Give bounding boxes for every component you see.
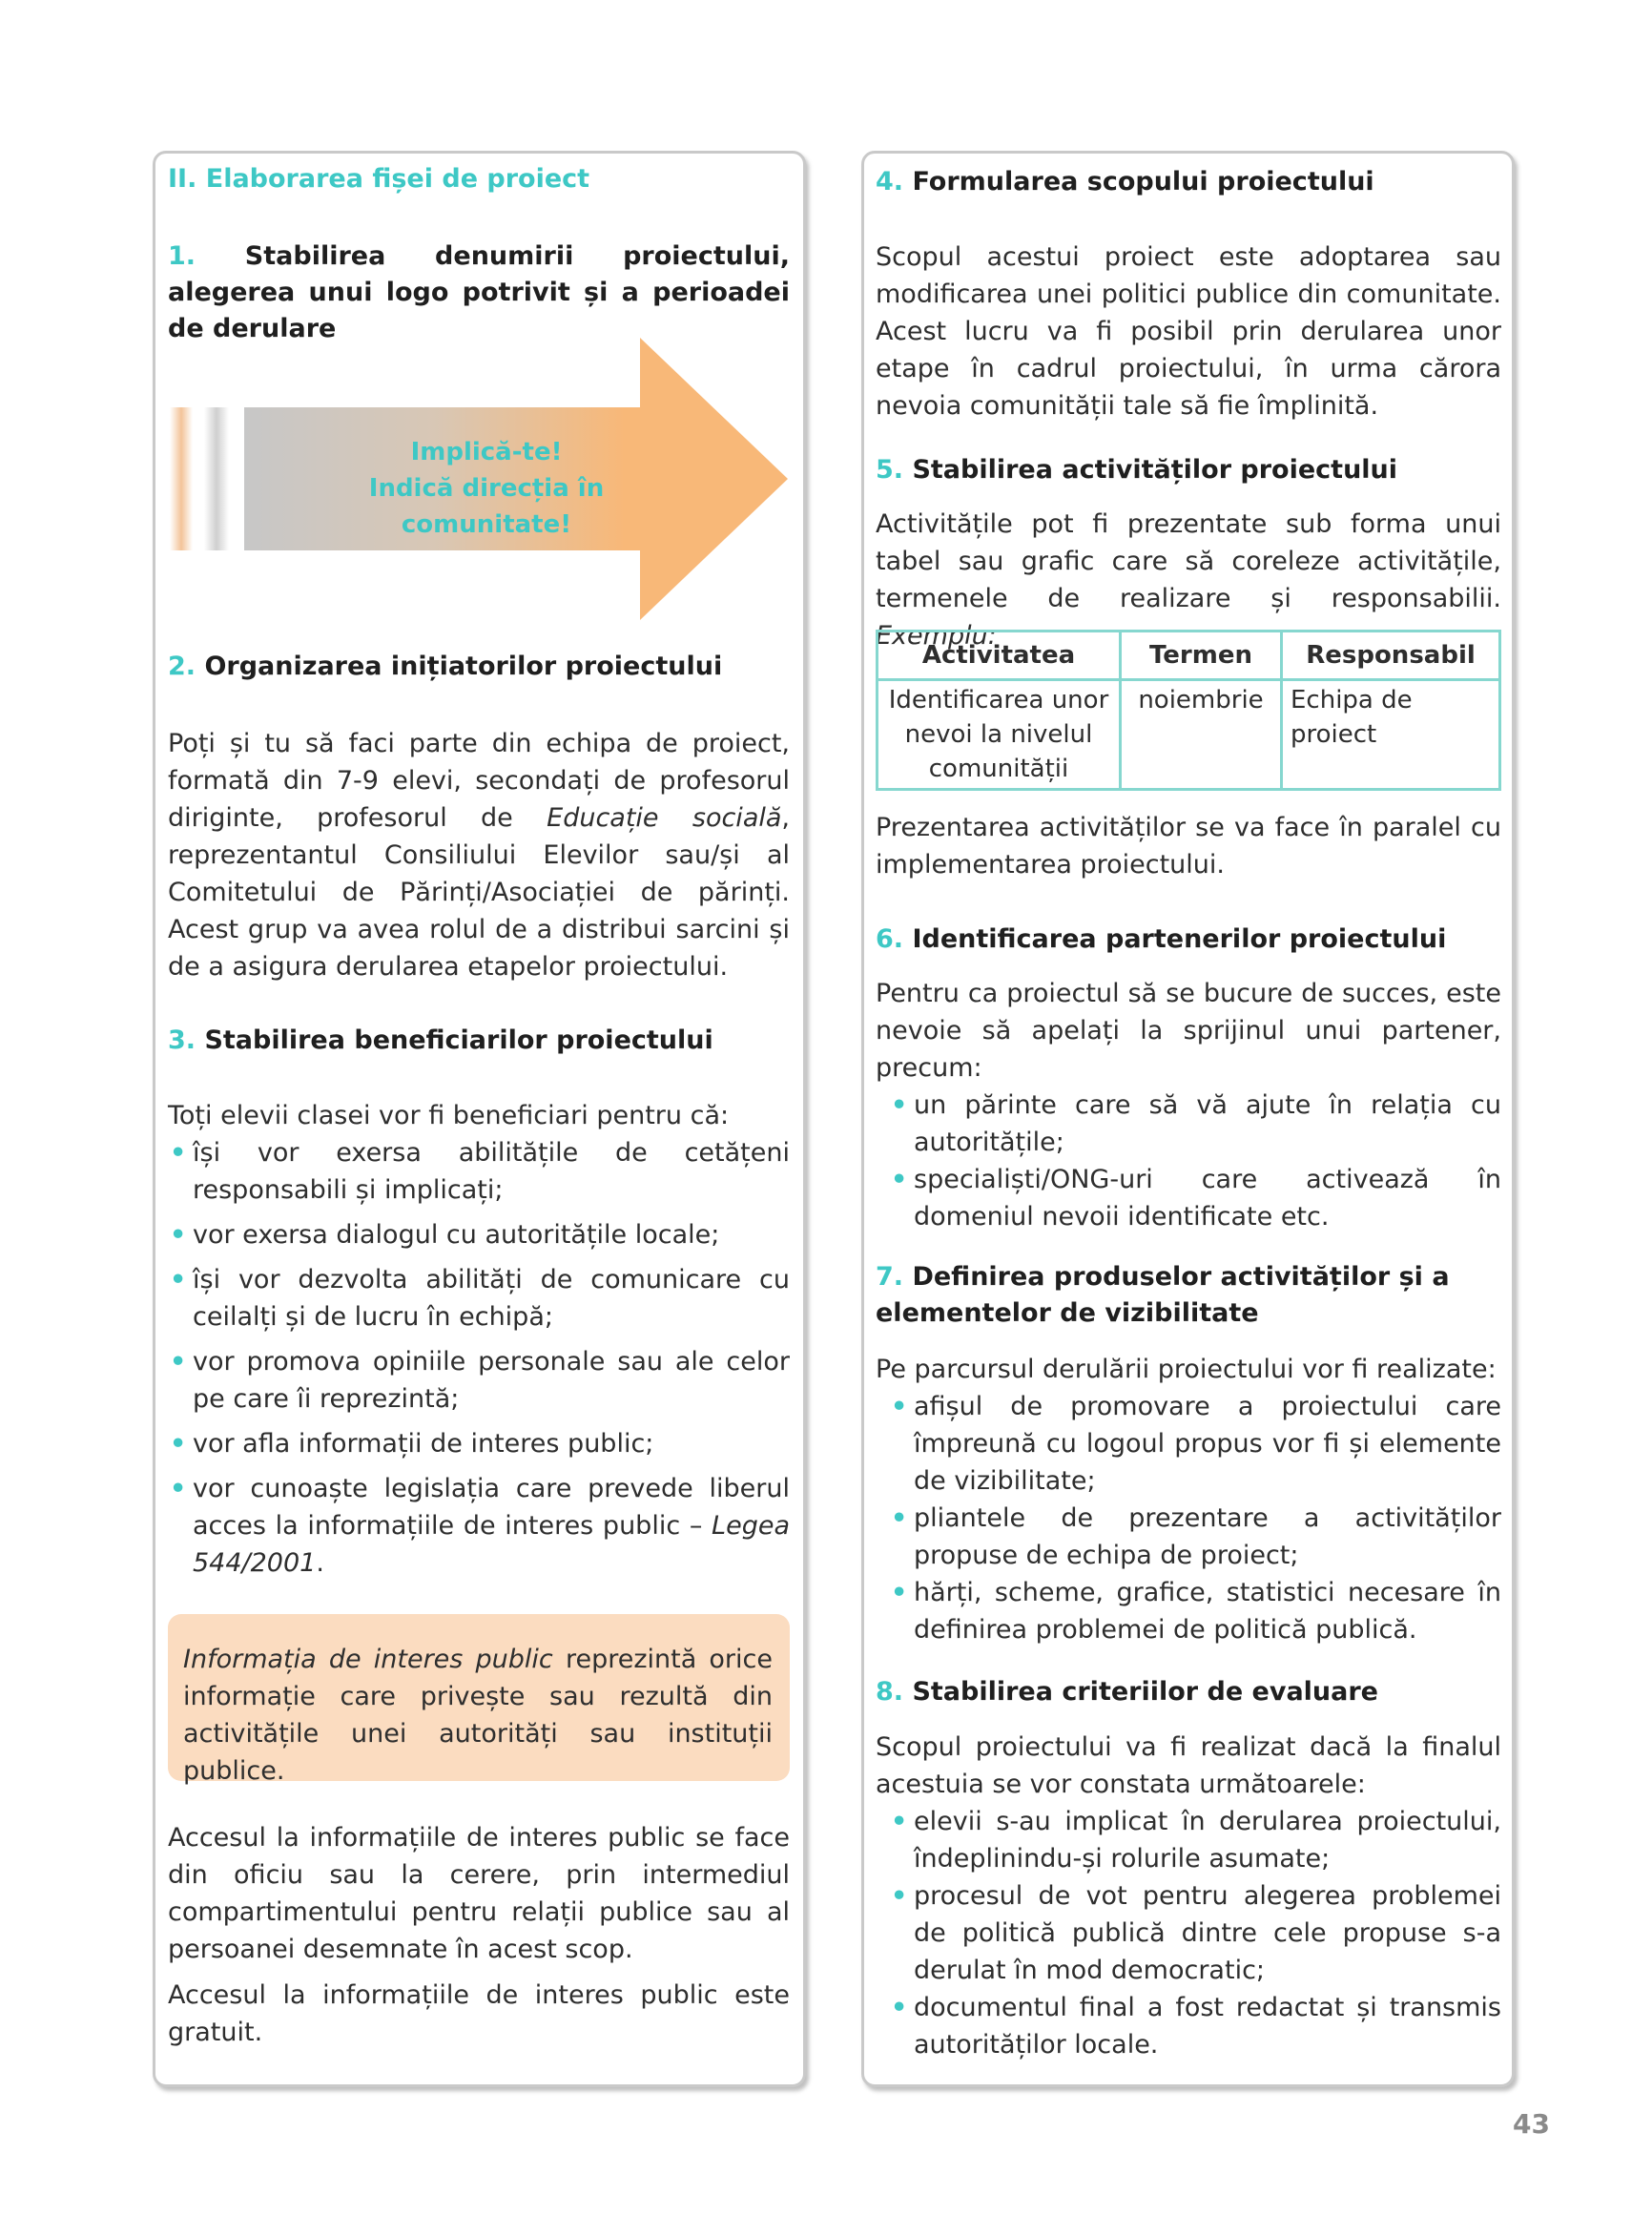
definition-box — [168, 1614, 790, 1786]
step-title: Definirea produselor activităților și a elementelor de vizibilitate — [876, 1262, 1450, 1328]
table-header-row — [878, 632, 1500, 680]
step-3-body — [168, 1097, 790, 1582]
step-4-paragraph: Scopul acestui proiect este adoptarea sau modificarea unei politici publice din comunitate. Acest lucru va fi posibil prin derularea unor etape în cadrul proiectului, în urma cărora nevoia comunității tale să fie împlinită. — [876, 242, 1501, 421]
definition-text — [183, 1641, 773, 1790]
intro-text: Scopul proiectului va fi realizat dacă la finalul acestuia se vor constata următoarele: — [876, 1732, 1501, 1799]
list-item — [876, 1161, 1501, 1235]
list-item — [168, 1134, 790, 1209]
bullet-icon: • — [170, 1347, 187, 1377]
step-8-heading — [876, 1674, 1378, 1710]
step-7-heading — [876, 1259, 1501, 1332]
emphasis: Educație socială — [547, 803, 782, 833]
list-item-text: vor promova opiniile personale sau ale celor pe care îi reprezintă; — [193, 1347, 790, 1414]
list-item-text: un părinte care să vă ajute în relația cu autoritățile; — [914, 1090, 1501, 1157]
step-title: Formularea scopului proiectului — [912, 167, 1374, 197]
step-2-paragraph — [168, 725, 790, 985]
bullet-icon: • — [891, 1165, 908, 1194]
list-item-text: specialiști/ONG-uri care activează în domeniul nevoii identificate etc. — [914, 1165, 1501, 1232]
list-item — [876, 1388, 1501, 1500]
intro-text: Toți elevii clasei vor fi beneficiari pentru că: — [168, 1101, 730, 1130]
bullet-icon: • — [170, 1220, 187, 1250]
bullet-icon: • — [170, 1429, 187, 1459]
step-6-heading — [876, 922, 1446, 958]
column-header: Responsabil — [1282, 632, 1500, 680]
definition-body: reprezintă orice informație care privește sau rezultă din activitățile unei autorități sau instituții publice. — [183, 1645, 773, 1786]
list-item-text: pliantele de prezentare a activităților propuse de echipa de proiect; — [914, 1503, 1501, 1570]
bullet-icon: • — [891, 1090, 908, 1120]
section-title: II. Elaborarea fișei de proiect — [168, 164, 590, 194]
list-item — [876, 1087, 1501, 1161]
text-run: , reprezentantul Consiliului Elevilor sau/și al Comitetului de Părinți/Asociației de părinți. Acest grup va avea rolul de a distribui sarcini și de a asigura derularea etapelor proiectului. — [168, 803, 790, 982]
step-title: Identificarea partenerilor proiectului — [912, 924, 1447, 954]
logo-slogan — [286, 434, 687, 543]
step-title: Stabilirea activităților proiectului — [912, 455, 1398, 485]
access-paragraph-1: Accesul la informațiile de interes public se face din oficiu sau la cerere, prin intermediul compartimentului pentru relații publice sau al persoanei desemnate în acest scop. — [168, 1823, 790, 1964]
list-item — [168, 1343, 790, 1418]
access-paragraph-2: Accesul la informațiile de interes public este gratuit. — [168, 1980, 790, 2047]
step-number: 6. — [876, 924, 904, 954]
step-8-body — [876, 1729, 1501, 2063]
list-item — [168, 1470, 790, 1582]
step-5-heading — [876, 452, 1397, 488]
step-2-heading — [168, 649, 722, 685]
step-title: Stabilirea beneficiarilor proiectului — [204, 1025, 713, 1055]
list-item-text: elevii s-au implicat în derularea proiectului, îndeplinindu-și rolurile asumate; — [914, 1807, 1501, 1874]
list-item — [876, 1877, 1501, 1989]
step-6-body — [876, 975, 1501, 1235]
step-number: 1. — [168, 241, 196, 271]
step-3-heading — [168, 1023, 713, 1059]
intro-text: Pentru ca proiectul să se bucure de succes, este nevoie să apelați la sprijinul unui partener, precum: — [876, 979, 1501, 1083]
text-run: . — [316, 1548, 324, 1578]
step-number: 2. — [168, 652, 196, 681]
activities-table — [876, 630, 1501, 791]
step-title: Stabilirea criteriilor de evaluare — [912, 1677, 1378, 1707]
list-item-text: afișul de promovare a proiectului care împreună cu logoul propus vor fi și elemente de vizibilitate; — [914, 1392, 1501, 1496]
text-run: Poți și tu să faci parte din echipa de proiect, formată din 7-9 elevi, secondați de profesorul diriginte, profesorul de — [168, 729, 790, 833]
table-cell: Echipa de proiect — [1282, 680, 1500, 790]
logo-slogan-line-2: Indică direcția în comunitate! — [368, 474, 605, 539]
list-item-text: își vor dezvolta abilități de comunicare cu ceilalți și de lucru în echipă; — [193, 1265, 790, 1332]
list-item — [876, 1500, 1501, 1574]
table-cell: noiembrie — [1121, 680, 1282, 790]
list-item — [168, 1425, 790, 1462]
bullet-icon: • — [891, 1392, 908, 1421]
column-header: Termen — [1121, 632, 1282, 680]
law-reference: Legea 544/2001 — [193, 1511, 790, 1578]
bullet-icon: • — [891, 1993, 908, 2022]
step-number: 7. — [876, 1262, 904, 1292]
step-5-after: Prezentarea activităților se va face în paralel cu implementarea proiectului. — [876, 813, 1501, 880]
list-item-text: hărți, scheme, grafice, statistici necesare în definirea problemei de politică publică. — [914, 1578, 1501, 1645]
step-number: 8. — [876, 1677, 904, 1707]
page-number: 43 — [1513, 2108, 1550, 2140]
bullet-icon: • — [891, 1578, 908, 1607]
list-item-text: își vor exersa abilitățile de cetățeni responsabili și implicați; — [193, 1138, 790, 1205]
bullet-icon: • — [891, 1503, 908, 1533]
list-item-text: procesul de vot pentru alegerea problemei de politică publică dintre cele propuse s-a derulat în mod democratic; — [914, 1881, 1501, 1985]
logo-slogan-line-1: Implică-te! — [410, 438, 563, 466]
list-item — [168, 1216, 790, 1253]
list-item — [168, 1261, 790, 1336]
table-cell: Identificarea unor nevoi la nivelul comunității — [878, 680, 1121, 790]
bullet-icon: • — [170, 1265, 187, 1294]
bullet-icon: • — [170, 1474, 187, 1503]
step-number: 3. — [168, 1025, 196, 1055]
step-number: 5. — [876, 455, 904, 485]
step-number: 4. — [876, 167, 904, 197]
step-7-body — [876, 1351, 1501, 1648]
list-item-text: vor cunoaște legislația care prevede liberul acces la informațiile de interes public – — [193, 1474, 790, 1541]
emphasis: Exemplu: — [876, 621, 997, 651]
intro-text: Pe parcursul derulării proiectului vor fi realizate: — [876, 1355, 1497, 1384]
list-item-text: vor exersa dialogul cu autoritățile locale; — [193, 1220, 720, 1250]
step-4-heading — [876, 164, 1374, 200]
list-item — [876, 1574, 1501, 1648]
bullet-icon: • — [170, 1138, 187, 1168]
text-run: Activitățile pot fi prezentate sub forma unui tabel sau grafic care să coreleze activitățile, termenele de realizare și responsabilii. — [876, 509, 1501, 613]
bullet-icon: • — [891, 1881, 908, 1911]
step-title: Organizarea inițiatorilor proiectului — [204, 652, 723, 681]
step-1-heading — [168, 238, 790, 347]
list-item-text: vor afla informații de interes public; — [193, 1429, 654, 1459]
list-item-text: documentul final a fost redactat și transmis autorităților locale. — [914, 1993, 1501, 2060]
table-row — [878, 680, 1500, 790]
list-item — [876, 1989, 1501, 2063]
definition-term: Informația de interes public — [183, 1645, 553, 1674]
list-item — [876, 1803, 1501, 1877]
bullet-icon: • — [891, 1807, 908, 1836]
step-title: Stabilirea denumirii proiectului, alegerea unui logo potrivit și a perioadei de derulare — [168, 241, 790, 343]
column-header: Activitatea — [878, 632, 1121, 680]
